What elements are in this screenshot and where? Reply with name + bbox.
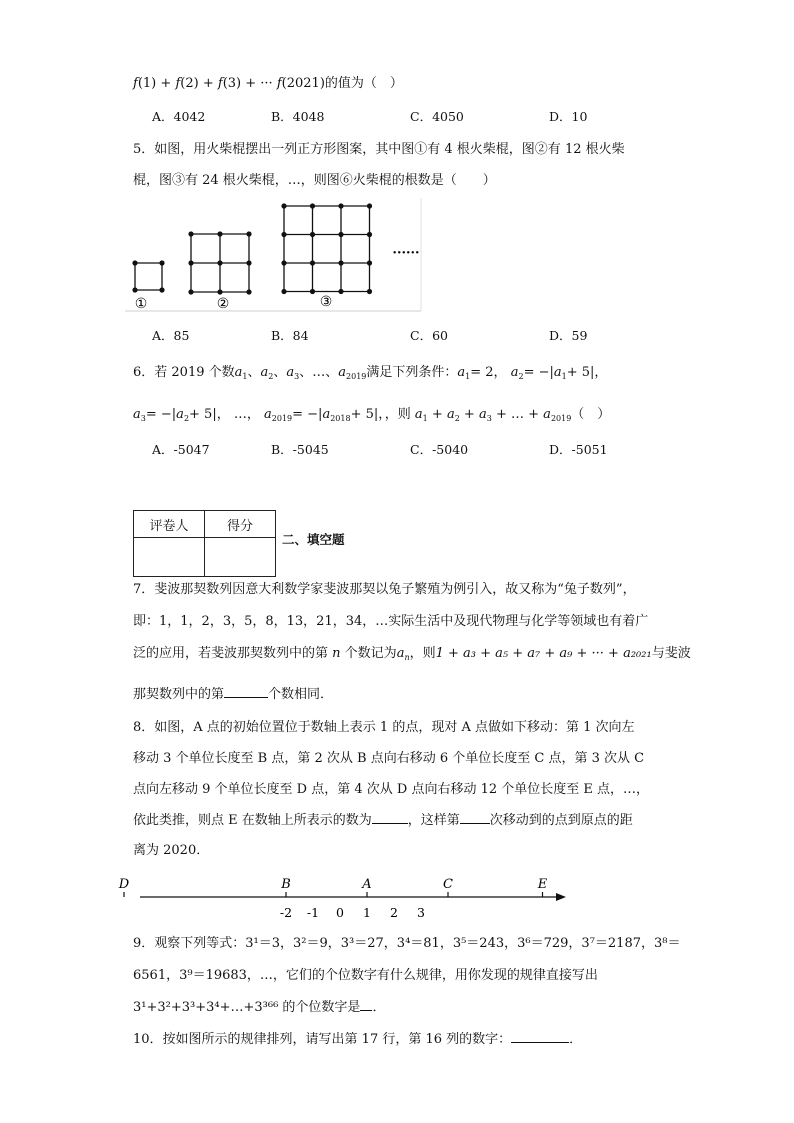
matchstick-joint [310, 203, 315, 208]
q4-stem: f(1) + f(2) + f(3) + ··· f(2021)的值为（ ） [133, 76, 403, 91]
axis-tick-label: 3 [417, 905, 425, 920]
matchstick-joint [310, 232, 315, 237]
matchstick-joint [159, 287, 164, 292]
axis-tick-label: -2 [279, 905, 293, 920]
score-table [133, 510, 276, 577]
q5-line1: 5．如图，用火柴棍摆出一列正方形图案，其中图①有 4 根火柴棍，图②有 12 根火柴 [133, 142, 625, 157]
q7-answer-blank[interactable] [224, 684, 268, 698]
number-line-arrow [556, 893, 566, 901]
matchstick-joint [281, 232, 286, 237]
axis-tick-label: 0 [336, 905, 344, 920]
axis-tick-label: -1 [306, 905, 320, 920]
q6-option-b[interactable]: B．-5045 [271, 442, 329, 457]
axis-tick-label: 2 [390, 905, 398, 920]
matchstick-joint [188, 231, 193, 236]
q10-answer-blank[interactable] [511, 1029, 569, 1043]
figure-2-label: ② [216, 296, 230, 312]
matchstick-figure [125, 198, 425, 313]
matchstick-joint [310, 289, 315, 294]
figure-1-grid [132, 260, 164, 292]
q5-line2: 棍，图③有 24 根火柴棍，…，则图⑥火柴棍的根数是（ ） [133, 173, 496, 188]
q5-option-a[interactable]: A．85 [152, 328, 190, 343]
score-table-score-header: 得分 [205, 511, 276, 538]
score-table-reviewer-cell[interactable] [134, 538, 205, 577]
matchstick-joint [367, 203, 372, 208]
q6-line2: $a_3= -|a_2+ 5|$， …， $a_{2019}= -|a_{2018}+ 5|$，，则 $a_1 + a_2 + a_3$ + … + $a_{2019}$（ ） [133, 407, 611, 423]
matchstick-joint [310, 260, 315, 265]
q4-option-d[interactable]: D．10 [549, 109, 588, 124]
figure-2-grid [188, 231, 251, 294]
figure-3-grid [281, 203, 372, 294]
matchstick-joint [188, 260, 193, 265]
matchstick-joint [367, 260, 372, 265]
axis-point-label: C [443, 877, 453, 892]
q6-line1: 6．若 2019 个数$a_1$、$a_2$、$a_3$、…、$a_{2019}$满足下列条件：$a_1= 2$， $a_2= -|a_1+ 5|$， [133, 365, 608, 381]
q4-option-c[interactable]: C．4050 [410, 109, 464, 124]
q5-option-d[interactable]: D．59 [549, 328, 588, 343]
axis-point-label: E [537, 877, 548, 892]
q6-option-a[interactable]: A．-5047 [152, 442, 210, 457]
matchstick-joint [246, 289, 251, 294]
figure-ellipsis: ······ [392, 246, 420, 261]
q9-answer-blank[interactable] [360, 997, 372, 1011]
q7-line2: 即：1，1，2，3，5，8，13，21，34，…实际生活中及现代物理与化学等领域也有着广 [133, 614, 649, 629]
axis-point-label: B [281, 877, 291, 892]
matchstick-joint [338, 260, 343, 265]
matchstick-joint [188, 289, 193, 294]
matchstick-joint [217, 260, 222, 265]
axis-tick-label: 1 [363, 905, 371, 920]
q9-line1: 9．观察下列等式：3¹＝3，3²＝9，3³＝27，3⁴＝81，3⁵＝243，3⁶＝729，3⁷＝2187，3⁸＝ [133, 936, 681, 951]
q8-line4: 依此类推，则点 E 在数轴上所表示的数为 ，这样第 次移动到的点到原点的距 [133, 810, 633, 831]
matchstick-joint [281, 289, 286, 294]
figure-1-label: ① [134, 296, 148, 312]
number-line [118, 873, 578, 923]
q7-line4: 那契数列中的第 个数相同． [133, 684, 333, 705]
figure-3-label: ③ [319, 294, 333, 310]
matchstick-joint [159, 260, 164, 265]
matchstick-joint [281, 203, 286, 208]
figure-frame-line [125, 198, 425, 313]
q6-option-c[interactable]: C．-5040 [410, 442, 469, 457]
q4-option-b[interactable]: B．4048 [271, 109, 325, 124]
q8-line1: 8．如图，A 点的初始位置位于数轴上表示 1 的点，现对 A 点做如下移动：第 1 次向左 [133, 720, 635, 735]
axis-point-label: A [362, 877, 372, 892]
q9-line3: 3¹+3²+3³+3⁴+…+3³⁶⁶ 的个位数字是 ． [133, 997, 385, 1018]
axis-point-label: D [118, 877, 130, 892]
q8-answer-blank-2[interactable] [460, 810, 490, 824]
q8-line5: 离为 2020． [133, 843, 210, 858]
q6-option-d[interactable]: D．-5051 [549, 442, 608, 457]
matchstick-joint [367, 232, 372, 237]
matchstick-joint [338, 232, 343, 237]
q8-line3: 点向左移动 9 个单位长度至 D 点，第 4 次从 D 点向右移动 12 个单位长度至 E 点，…， [133, 782, 650, 797]
matchstick-joint [217, 289, 222, 294]
matchstick-joint [132, 260, 137, 265]
matchstick-joint [246, 260, 251, 265]
q10-line1: 10．按如图所示的规律排列，请写出第 17 行，第 16 列的数字： ． [133, 1029, 582, 1050]
matchstick-joint [338, 203, 343, 208]
q9-line2: 6561，3⁹＝19683，…，它们的个位数字有什么规律，用你发现的规律直接写出 [133, 968, 598, 983]
q5-option-b[interactable]: B．84 [271, 328, 309, 343]
score-table-reviewer-header: 评卷人 [134, 511, 205, 538]
q7-line1: 7．斐波那契数列因意大利数学家斐波那契以兔子繁殖为例引入，故又称为“兔子数列”， [133, 582, 636, 597]
matchstick-joint [367, 289, 372, 294]
q8-line2: 移动 3 个单位长度至 B 点，第 2 次从 B 点向右移动 6 个单位长度至 C 点，第 3 次从 C [133, 751, 645, 766]
q8-answer-blank-1[interactable] [372, 810, 408, 824]
q4-option-a[interactable]: A．4042 [152, 109, 206, 124]
section-title: 二、填空题 [282, 532, 345, 547]
q7-line3: 泛的应用，若斐波那契数列中的第 n 个数记为$a_n$，则1 + a₃ + a₅ + a₇ + a₉ + ··· + a₂₀₂₁与斐波 [133, 646, 691, 662]
matchstick-joint [281, 260, 286, 265]
matchstick-joint [338, 289, 343, 294]
matchstick-joint [132, 287, 137, 292]
matchstick-joint [246, 231, 251, 236]
score-table-score-cell[interactable] [205, 538, 276, 577]
q5-option-c[interactable]: C．60 [410, 328, 448, 343]
matchstick-joint [217, 231, 222, 236]
